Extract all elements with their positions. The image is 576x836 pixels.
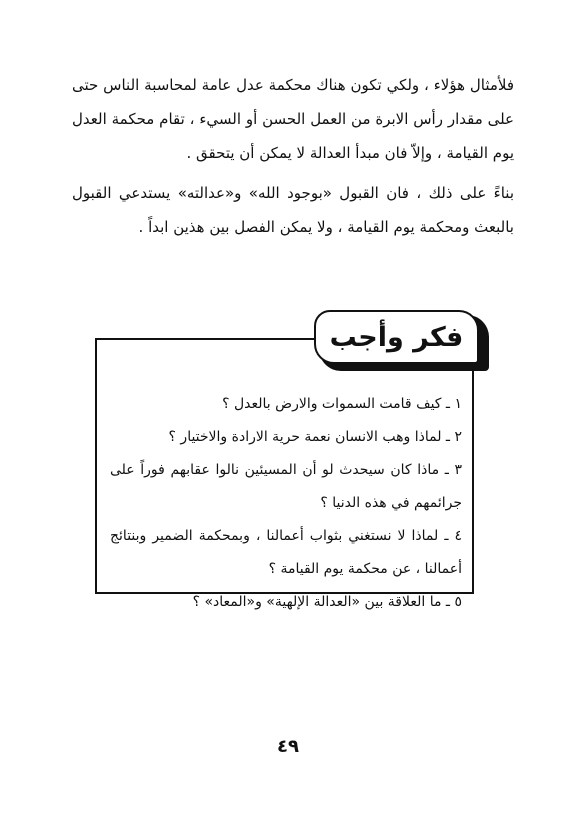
question-item: ٤ ـ لماذا لا نستغني بثواب أعمالنا ، وبمحكمة الضمير وبنتائج أعمالنا ، عن محكمة يوم القيامة ؟ <box>110 528 462 577</box>
page-number: ٤٩ <box>277 736 299 757</box>
question-item: ٥ ـ ما العلاقة بين «العدالة الإلهية» و«المعاد» ؟ <box>192 594 462 610</box>
question-item: ٣ ـ ماذا كان سيحدث لو أن المسيئين نالوا عقابهم فوراً على جرائمهم في هذه الدنيا ؟ <box>110 462 462 511</box>
question-item: ١ ـ كيف قامت السموات والارض بالعدل ؟ <box>222 396 462 412</box>
exercise-title: فكر وأجب <box>329 321 464 353</box>
question-item: ٢ ـ لماذا وهب الانسان نعمة حرية الارادة والاختيار ؟ <box>168 429 462 445</box>
body-paragraph-2: بناءً على ذلك ، فان القبول «بوجود الله» و«عدالته» يستدعي القبول بالبعث ومحكمة يوم القيامة ، ولا يمكن الفصل بين هذين ابداً . <box>72 184 514 236</box>
question-list <box>110 388 462 619</box>
exercise-title-box <box>314 310 479 364</box>
body-paragraph-1: فلأمثال هؤلاء ، ولكي تكون هناك محكمة عدل عامة لمحاسبة الناس حتى على مقدار رأس الابرة من العمل الحسن أو السيء ، تقام محكمة العدل يوم القيامة ، وإلاّ فان مبدأ العدالة لا يمكن أن يتحقق . <box>72 76 514 162</box>
